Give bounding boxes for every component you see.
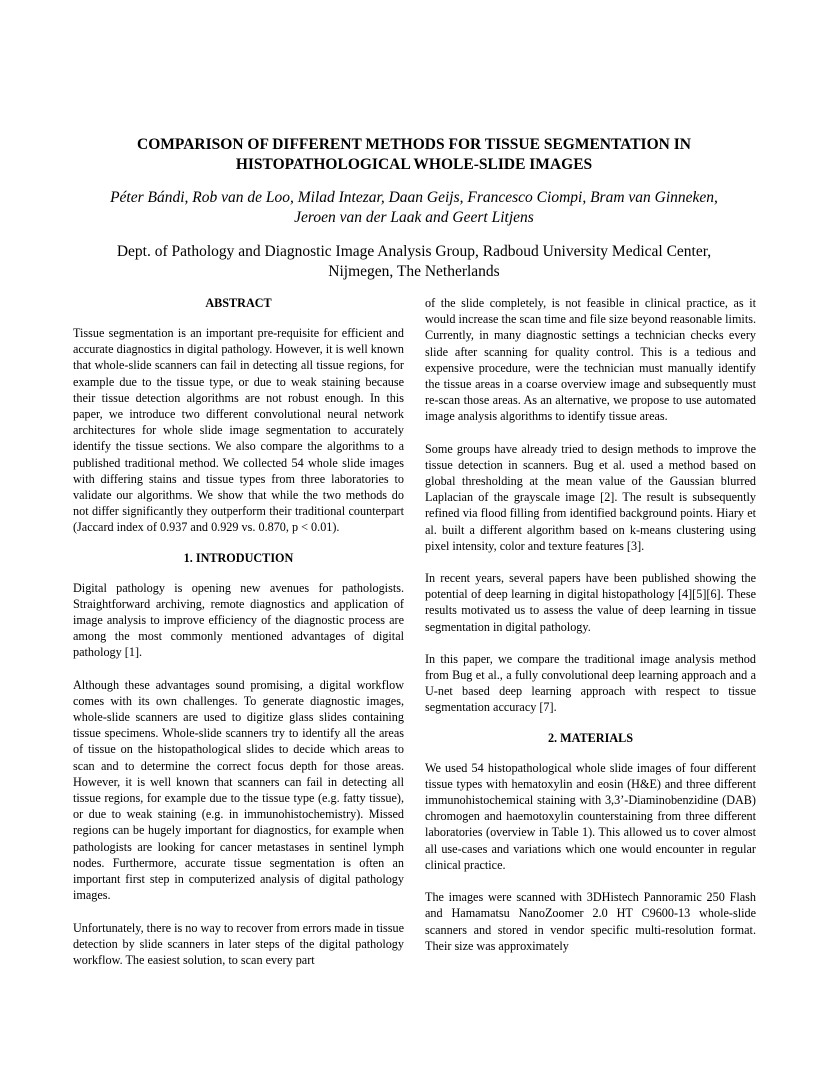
intro-paragraph-2: Although these advantages sound promising, a digital workflow comes with its own challenges. To generate diagnostic images, whole-slide scanners are used to digitize glass slides containing tissue specimens. Whole-slide scanners try to identify all the areas of tissue on the histopathological slides to decide which areas to scan and to determine the correct focus depth for those areas. However, it is well known that scanners can fail in detecting all tissue regions, for example due to the tissue type (e.g. fatty tissue), or due to weak staining (e.g. in immunohistochemistry). Missed regions can be hugely important for diagnostics, for example when pathologists are looking for cancer metastases in sentinel lymph nodes. Furthermore, accurate tissue segmentation is often an important first step in computerized analysis of digital pathology images. xyxy=(73,677,404,903)
title-line-1: COMPARISON OF DIFFERENT METHODS FOR TISSUE SEGMENTATION IN xyxy=(137,136,691,153)
authors-line-1: Péter Bándi, Rob van de Loo, Milad Intezar, Daan Geijs, Francesco Ciompi, Bram van Ginneken, xyxy=(110,189,718,206)
affiliation-line-2: Nijmegen, The Netherlands xyxy=(328,263,500,280)
paper-title xyxy=(60,135,768,175)
right-column xyxy=(425,295,756,970)
materials-paragraph-2: The images were scanned with 3DHistech Pannoramic 250 Flash and Hamamatsu NanoZoomer 2.0 HT C9600-13 whole-slide scanners and stored in vendor specific multi-resolution format. Their size was approximately xyxy=(425,890,756,953)
abstract-text: Tissue segmentation is an important pre-requisite for efficient and accurate diagnostics in digital pathology. However, it is well known that whole-slide scanners can fail in detecting all tissue regions, for example due to the tissue type, or due to weak staining because their tissue detection algorithms are not robust enough. In this paper, we introduce two different convolutional neural network architectures for whole slide image segmentation to accurately identify the tissue sections. We also compare the algorithms to a published traditional method. We collected 54 whole slide images with differing stains and tissue types from three laboratories to validate our algorithms. We show that while the two methods do not differ significantly they outperform their traditional counterpart (Jaccard index of 0.937 and 0.929 vs. 0.870, p < 0.01). xyxy=(73,326,404,535)
intro-paragraph-3: Unfortunately, there is no way to recover from errors made in tissue detection by slide scanners in later steps of the digital pathology workflow. The easiest solution, to scan every part xyxy=(73,920,404,967)
intro-paragraph-6: In recent years, several papers have been published showing the potential of deep learning in digital histopathology [4][5][6]. These results motivated us to assess the value of deep learning in tissue segmentation in digital pathology. xyxy=(425,571,756,634)
affiliation-line-1: Dept. of Pathology and Diagnostic Image Analysis Group, Radboud University Medical Center, xyxy=(116,243,712,260)
intro-paragraph-7: In this paper, we compare the traditional image analysis method from Bug et al., a fully convolutional deep learning approach and a U-net based deep learning approach with respect to tissue segmentation accuracy [7]. xyxy=(425,651,756,715)
materials-paragraph-1: We used 54 histopathological whole slide images of four different tissue types with hematoxylin and eosin (H&E) and three different immunohistochemical staining with 3,3’-Diaminobenzidine (DAB) chromogen and haemotoxylin counterstaining from three different laboratories (overview in Table 1). This allowed us to cover almost all use-cases and variations which one would encounter in regular clinical practice. xyxy=(425,760,756,872)
intro-paragraph-1: Digital pathology is opening new avenues for pathologists. Straightforward archiving, remote diagnostics and application of image analysis to improve efficiency of the diagnostic process are among the most commonly mentioned advantages of digital pathology [1]. xyxy=(73,580,404,660)
title-line-2: HISTOPATHOLOGICAL WHOLE-SLIDE IMAGES xyxy=(235,156,593,173)
left-column xyxy=(73,295,404,984)
abstract-heading: ABSTRACT xyxy=(205,296,272,310)
intro-paragraph-5: Some groups have already tried to design methods to improve the tissue detection in scanners. Bug et al. used a method based on global thresholding at the mean value of the Gaussian blurred Laplacian of the grayscale image [2]. The result is subsequently refined via flood filling from identified background points. Hiary et al. built a different algorithm based on k-means clustering using pixel intensity, color and texture features [3]. xyxy=(425,441,756,553)
authors-line-2: Jeroen van der Laak and Geert Litjens xyxy=(294,209,534,226)
author-list xyxy=(60,188,768,228)
materials-heading: 2. MATERIALS xyxy=(547,730,634,745)
introduction-heading: 1. INTRODUCTION xyxy=(183,550,294,565)
intro-paragraph-4: of the slide completely, is not feasible in clinical practice, as it would increase the scan time and file size beyond reasonable limits. Currently, in many diagnostic settings a technician checks every slide after scanning for quality control. This is a tedious and expensive procedure, were the technician must manually identify the tissue areas in a coarse overview image and subsequently must re-scan those areas. As an alternative, we propose to use automated image analysis algorithms to identify tissue areas. xyxy=(425,296,756,424)
affiliation xyxy=(60,242,768,282)
